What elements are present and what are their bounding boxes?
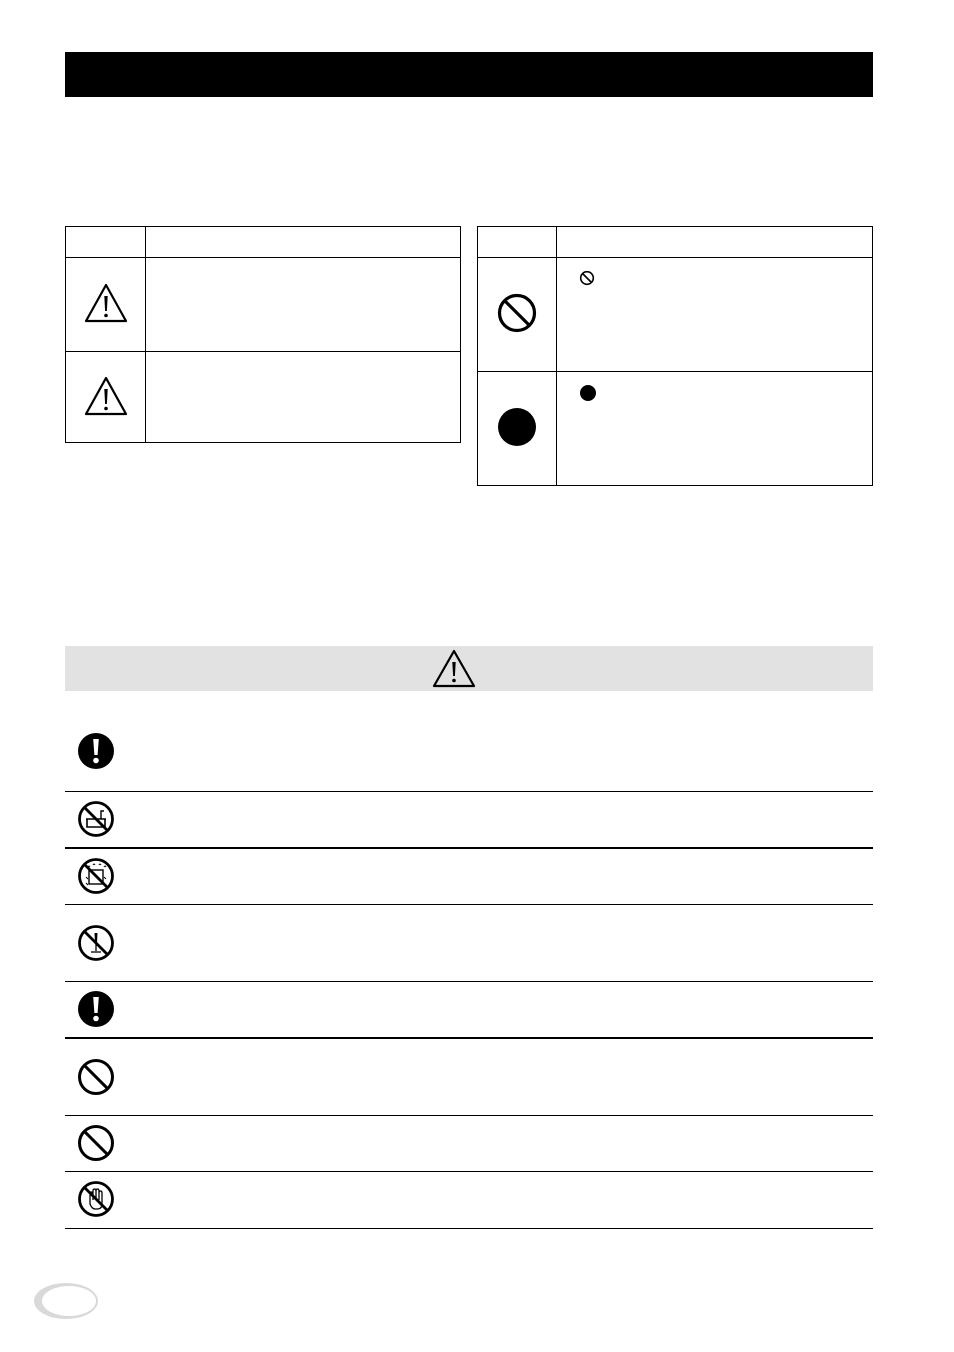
legend-left-row-1-icon-cell: [66, 258, 146, 352]
legend-right-row-1-text-cell: [557, 258, 873, 372]
warning-item: [65, 792, 873, 848]
prohibition-icon: [77, 1124, 115, 1162]
divider: [65, 1228, 873, 1229]
legend-left-header-meaning: [146, 227, 461, 258]
no-disassembly-icon: [77, 924, 115, 962]
legend-left-row-2-icon-cell: [66, 352, 146, 443]
intro-text: [65, 120, 873, 200]
warning-item: [65, 1172, 873, 1228]
legend-right-row-2-text-cell: [557, 372, 873, 486]
legend-right-header-meaning: [557, 227, 873, 258]
mandatory-exclamation-icon: [77, 990, 115, 1028]
legend-table-left: [65, 226, 461, 443]
warning-item: [65, 849, 873, 904]
prohibition-icon: [496, 292, 538, 334]
mandatory-dot-mini-icon: [579, 384, 597, 402]
section-title-bar: [65, 52, 873, 97]
warning-triangle-icon: [83, 375, 129, 417]
no-wet-icon: [77, 857, 115, 895]
warning-item: [65, 905, 873, 981]
warning-triangle-icon: [83, 282, 129, 324]
legend-right-row-2-icon-cell: [478, 372, 557, 486]
warning-item: [65, 1116, 873, 1171]
mandatory-dot-icon: [496, 406, 538, 448]
warning-item: [65, 1039, 873, 1115]
legend-right-header-symbol: [478, 227, 557, 258]
warning-item: [65, 692, 873, 792]
legend-left-row-2-text: [146, 352, 461, 443]
legend-left-header-symbol: [66, 227, 146, 258]
legend-left-row-1-text: [146, 258, 461, 352]
mandatory-exclamation-icon: [77, 732, 115, 770]
warning-triangle-icon: [431, 649, 477, 689]
warning-item: [65, 982, 873, 1037]
legend-right-row-1-icon-cell: [478, 258, 557, 372]
page-number: [33, 1282, 99, 1320]
no-touch-hand-icon: [77, 1180, 115, 1218]
prohibition-icon: [77, 1058, 115, 1096]
warning-banner: [65, 646, 873, 691]
prohibition-mini-icon: [579, 270, 595, 286]
no-bath-icon: [77, 800, 115, 838]
legend-table-right: [477, 226, 873, 486]
